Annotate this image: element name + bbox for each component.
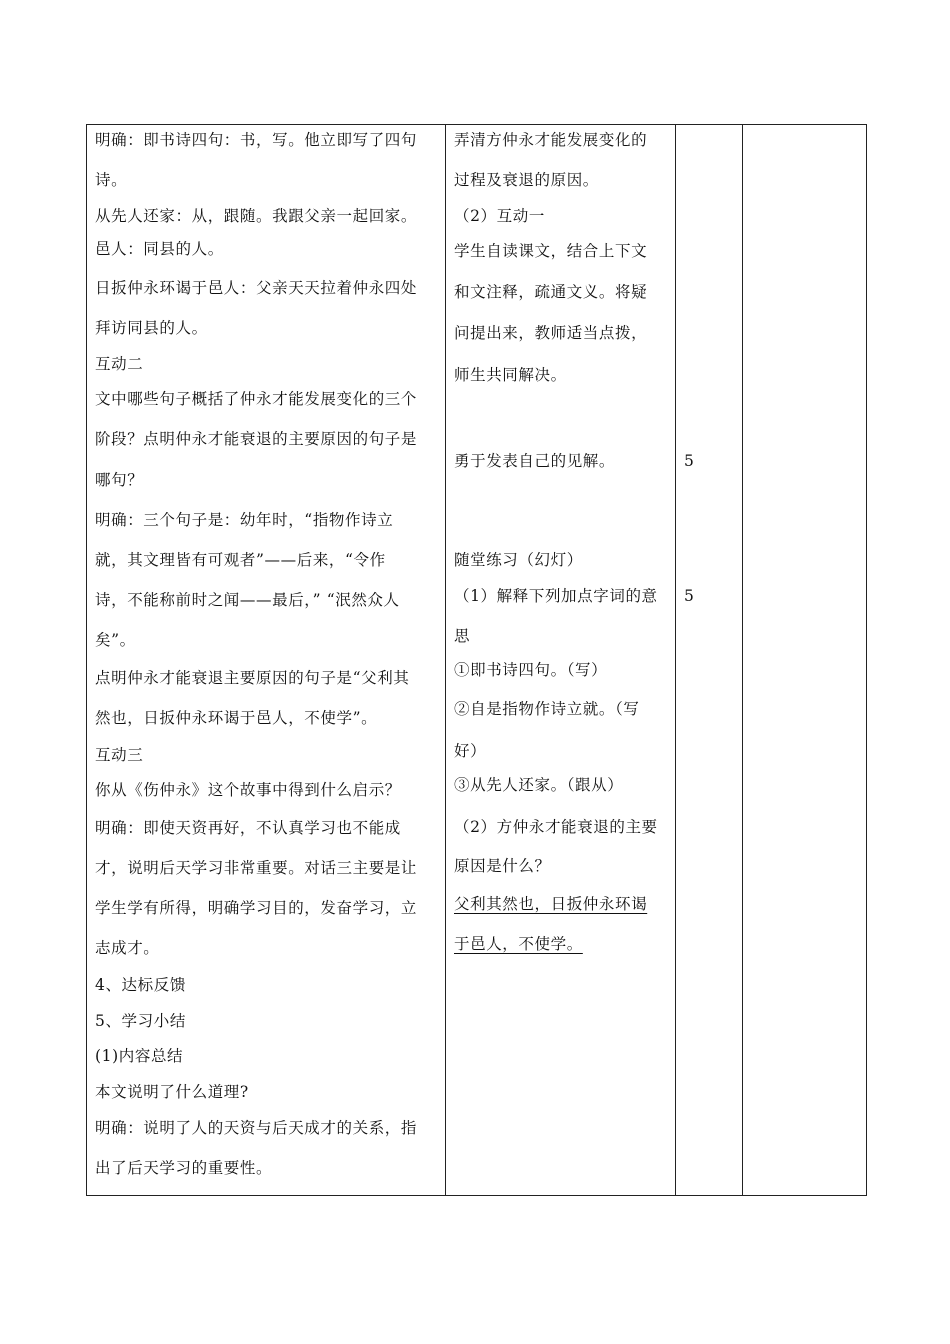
text-line: （2）互动一 [454,207,545,225]
text-line: 5、学习小结 [95,1012,186,1030]
section-heading: 互动二 [95,355,144,373]
teaching-content-cell [87,125,446,1196]
text-line: 志成才。 [95,939,160,957]
text-line: 哪句？ [95,471,144,489]
text-line: 明确：即使天资再好，不认真学习也不能成 [95,819,401,837]
text-line: 阶段？点明仲永才能衰退的主要原因的句子是 [95,430,418,448]
text-line: ①即书诗四句。（写） [454,661,608,679]
text-line: 4、达标反馈 [95,976,186,994]
text-line: 学生学有所得，明确学习目的，发奋学习，立 [95,899,418,917]
text-line: 本文说明了什么道理? [95,1083,249,1101]
answer-line: 于邑人，不使学。 [454,935,583,953]
text-line: 才，说明后天学习非常重要。对话三主要是让 [95,859,418,877]
text-line: 你从《伤仲永》这个故事中得到什么启示？ [95,781,401,799]
text-line: 弄清方仲永才能发展变化的 [454,131,648,149]
text-line: 师生共同解决。 [454,366,567,384]
text-line: (1)内容总结 [95,1047,184,1065]
time-value: 5 [684,452,695,470]
text-line: 过程及衰退的原因。 [454,171,599,189]
text-line: 问提出来，教师适当点拨， [454,324,648,342]
text-line: 诗，不能称前时之闻——最后，” “泯然众人 [95,591,400,609]
section-heading: 随堂练习（幻灯） [454,551,583,569]
text-line: 日扳仲永环谒于邑人：父亲天天拉着仲永四处 [95,279,418,297]
text-line: 勇于发表自己的见解。 [454,452,616,470]
time-cell [676,125,743,1196]
text-line: 矣”。 [95,631,136,649]
text-line: 好） [454,742,487,760]
text-line: （1）解释下列加点字词的意 [454,587,658,605]
text-line: （2）方仲永才能衰退的主要 [454,818,658,836]
text-line: 从先人还家：从，跟随。我跟父亲一起回家。 [95,207,418,225]
text-line: ③从先人还家。（跟从） [454,776,624,794]
text-line: 邑人：同县的人。 [95,240,224,258]
answer-line: 父利其然也，日扳仲永环谒 [454,895,648,913]
text-line: 就，其文理皆有可观者”——后来，“令作 [95,551,386,569]
text-line: 明确：即书诗四句：书，写。他立即写了四句 [95,131,418,149]
text-line: 诗。 [95,171,128,189]
text-line: 原因是什么？ [454,857,551,875]
text-line: ②自是指物作诗立就。（写 [454,700,640,718]
lesson-plan-table [86,124,867,1196]
notes-cell [743,125,867,1196]
text-line: 拜访同县的人。 [95,319,208,337]
section-heading: 互动三 [95,746,144,764]
text-line: 明确：说明了人的天资与后天成才的关系，指 [95,1119,418,1137]
text-line: 文中哪些句子概括了仲永才能发展变化的三个 [95,390,418,408]
text-line: 和文注释，疏通文义。将疑 [454,283,648,301]
student-activity-cell [446,125,676,1196]
text-line: 出了后天学习的重要性。 [95,1159,273,1177]
text-line: 思 [454,627,471,645]
text-line: 点明仲永才能衰退主要原因的句子是“父利其 [95,669,410,687]
time-value: 5 [684,587,695,605]
text-line: 然也，日扳仲永环谒于邑人，不使学”。 [95,709,378,727]
text-line: 明确：三个句子是：幼年时，“指物作诗立 [95,511,394,529]
text-line: 学生自读课文，结合上下文 [454,242,648,260]
